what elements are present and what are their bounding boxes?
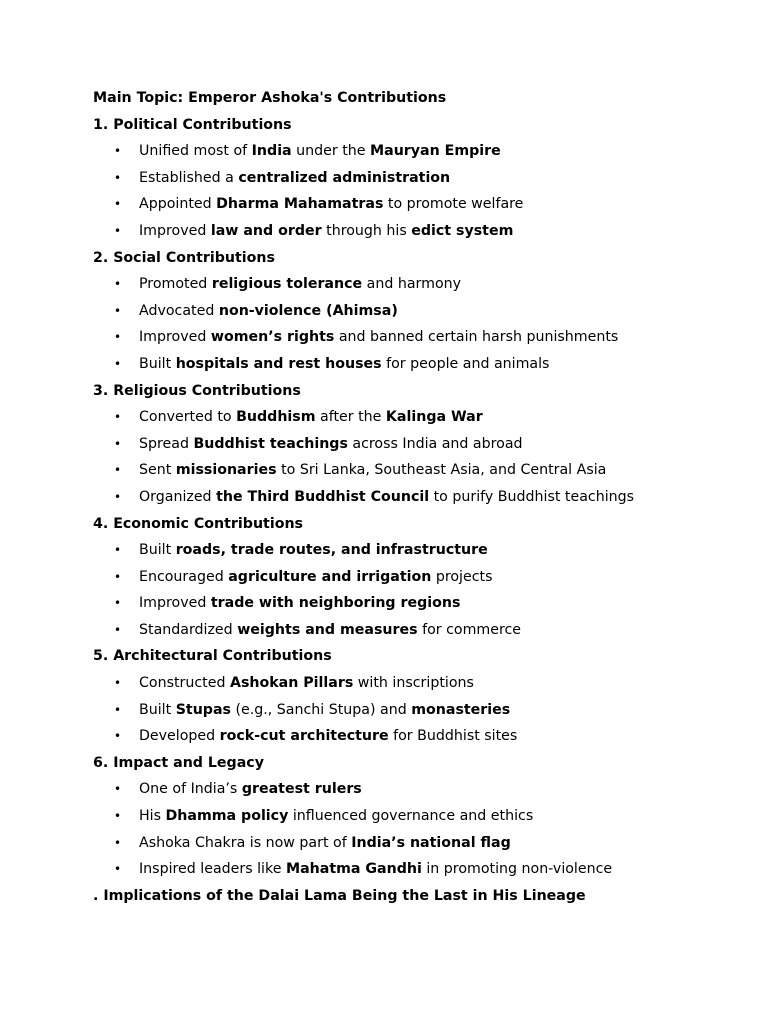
text: Improved (139, 222, 211, 239)
text: influenced governance and ethics (288, 808, 534, 825)
bullet-icon: • (114, 330, 122, 345)
text: and harmony (362, 276, 462, 293)
bold-text: weights and measures (237, 621, 418, 638)
bullet-icon: • (114, 702, 122, 717)
bold-text: Ashokan Pillars (229, 675, 354, 692)
section-heading: 5. Architectural Contributions (93, 648, 332, 665)
bullet-icon: • (114, 782, 122, 797)
list-item (93, 670, 733, 697)
list-item (93, 590, 733, 617)
text: One of India’s (139, 781, 242, 798)
bullet-icon: • (114, 170, 122, 185)
bullet-icon: • (114, 197, 122, 212)
bold-text: the Third Buddhist Council (216, 488, 430, 505)
text: Built (139, 701, 176, 718)
text: Spread (139, 435, 194, 452)
section-heading: 1. Political Contributions (93, 116, 292, 133)
text: (e.g., Sanchi Stupa) and (230, 701, 412, 718)
list-item (93, 165, 733, 192)
text: Built (139, 542, 176, 559)
bold-text: missionaries (175, 462, 277, 479)
bold-text: rock-cut architecture (219, 728, 389, 745)
bold-text: agriculture and irrigation (228, 568, 432, 585)
text: projects (431, 568, 493, 585)
text: for Buddhist sites (388, 728, 518, 745)
text: Inspired leaders like (139, 861, 286, 878)
text: Appointed (139, 196, 217, 213)
list-item (93, 484, 733, 511)
bold-text: Dharma Mahamatras (216, 196, 384, 213)
sections-container (93, 112, 733, 883)
text: across India and abroad (347, 435, 523, 452)
bullet-icon: • (114, 303, 122, 318)
text: in promoting non-violence (421, 861, 613, 878)
text: to Sri Lanka, Southeast Asia, and Central Asia (276, 462, 607, 479)
list-item (93, 218, 733, 245)
bold-text: Buddhist teachings (193, 435, 348, 452)
bold-text: women’s rights (210, 329, 335, 346)
text: Ashoka Chakra is now part of (139, 834, 352, 851)
list-item (93, 351, 733, 378)
bullet-icon: • (114, 543, 122, 558)
bullet-icon: • (114, 436, 122, 451)
text: Standardized (139, 621, 238, 638)
list-item (93, 830, 733, 857)
list-item (93, 298, 733, 325)
list-item (93, 537, 733, 564)
list-item (93, 697, 733, 724)
bullet-icon: • (114, 569, 122, 584)
text: for people and animals (381, 355, 550, 372)
bullet-icon: • (114, 410, 122, 425)
document-page (93, 85, 733, 909)
bullet-icon: • (114, 596, 122, 611)
list-item (93, 723, 733, 750)
text: under the (291, 143, 371, 160)
closing-heading: . Implications of the Dalai Lama Being the Last in His Lineage (93, 887, 586, 904)
bullet-icon: • (114, 356, 122, 371)
text: Converted to (139, 409, 237, 426)
list-item (93, 803, 733, 830)
section-heading: 4. Economic Contributions (93, 515, 303, 532)
bold-text: Mauryan Empire (370, 143, 501, 160)
bullet-icon: • (114, 862, 122, 877)
bold-text: edict system (411, 222, 514, 239)
bold-text: India’s national flag (351, 834, 511, 851)
text: with inscriptions (353, 675, 474, 692)
bold-text: centralized administration (238, 169, 451, 186)
text: Constructed (139, 675, 230, 692)
bullet-icon: • (114, 676, 122, 691)
bullet-icon: • (114, 622, 122, 637)
list-item (93, 776, 733, 803)
list-item (93, 191, 733, 218)
text: Improved (139, 329, 211, 346)
text: Encouraged (139, 568, 229, 585)
bullet-icon: • (114, 835, 122, 850)
bullet-icon: • (114, 223, 122, 238)
section-heading: 3. Religious Contributions (93, 382, 301, 399)
list-item (93, 324, 733, 351)
bullet-icon: • (114, 277, 122, 292)
list-item (93, 431, 733, 458)
list-item (93, 271, 733, 298)
text: Developed (139, 728, 220, 745)
bold-text: Stupas (175, 701, 231, 718)
bold-text: Dhamma policy (165, 808, 289, 825)
text: to purify Buddhist teachings (429, 488, 635, 505)
section-heading: 6. Impact and Legacy (93, 754, 264, 771)
text: through his (321, 222, 412, 239)
bullet-icon: • (114, 489, 122, 504)
text: Promoted (139, 276, 212, 293)
text: after the (315, 409, 386, 426)
bold-text: greatest rulers (241, 781, 362, 798)
bold-text: trade with neighboring regions (210, 595, 461, 612)
text: and banned certain harsh punishments (334, 329, 619, 346)
bold-text: Buddhism (236, 409, 316, 426)
text: His (139, 808, 166, 825)
section-heading: 2. Social Contributions (93, 249, 275, 266)
text: Advocated (139, 302, 219, 319)
text: Improved (139, 595, 211, 612)
bold-text: Mahatma Gandhi (285, 861, 422, 878)
text: for commerce (417, 621, 521, 638)
list-item (93, 138, 733, 165)
bullet-icon: • (114, 729, 122, 744)
list-item (93, 404, 733, 431)
text: Organized (139, 488, 217, 505)
bold-text: Kalinga War (385, 409, 483, 426)
bold-text: non-violence (Ahimsa) (218, 302, 398, 319)
text: to promote welfare (383, 196, 524, 213)
bold-text: law and order (210, 222, 322, 239)
bullet-icon: • (114, 809, 122, 824)
text: Built (139, 355, 176, 372)
main-topic-heading: Main Topic: Emperor Ashoka's Contributions (93, 90, 447, 106)
list-item (93, 856, 733, 883)
bold-text: hospitals and rest houses (175, 355, 382, 372)
list-item (93, 564, 733, 591)
bold-text: roads, trade routes, and infrastructure (175, 542, 488, 559)
text: Sent (139, 462, 176, 479)
list-item (93, 457, 733, 484)
list-item (93, 617, 733, 644)
bold-text: monasteries (411, 701, 511, 718)
bold-text: religious tolerance (211, 276, 363, 293)
text: Unified most of (139, 143, 252, 160)
text: Established a (139, 169, 239, 186)
bold-text: India (251, 143, 292, 160)
bullet-icon: • (114, 144, 122, 159)
bullet-icon: • (114, 463, 122, 478)
